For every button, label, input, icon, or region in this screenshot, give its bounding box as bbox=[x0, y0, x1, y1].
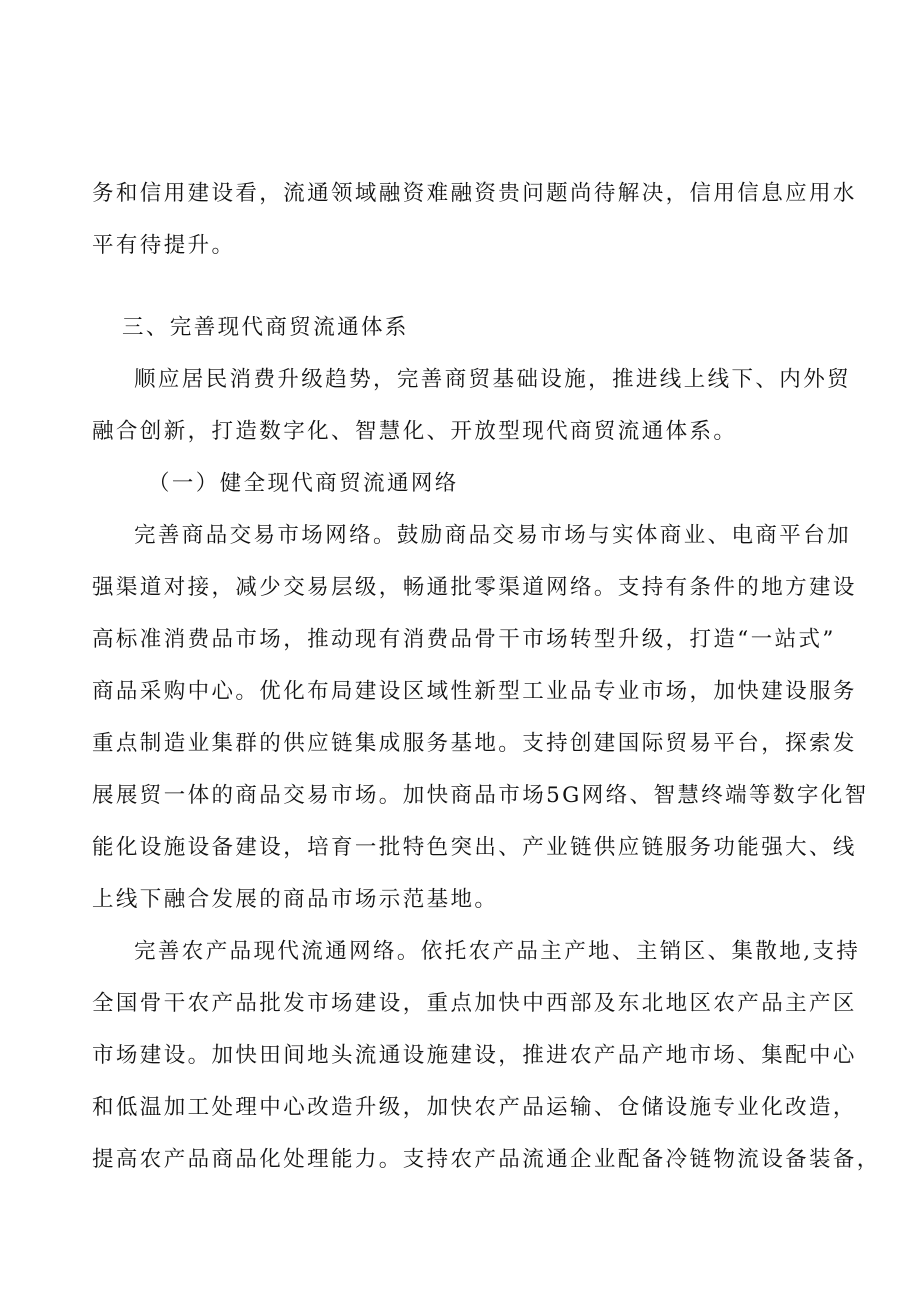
paragraph-intro bbox=[92, 354, 852, 458]
text-line: 强渠道对接，减少交易层级，畅通批零渠道网络。支持有条件的地方建设 bbox=[92, 575, 857, 600]
paragraph-commodity-market bbox=[92, 510, 869, 926]
text-line: 平有待提升。 bbox=[92, 233, 236, 258]
text-line: 完善农产品现代流通网络。依托农产品主产地、主销区、集散地,支持 bbox=[134, 939, 861, 964]
section-heading bbox=[92, 302, 836, 354]
text-line: 展展贸一体的商品交易市场。加快商品市场5G网络、智慧终端等数字化智 bbox=[92, 783, 869, 808]
section-gap bbox=[92, 272, 836, 302]
section-heading-text: 三、完善现代商贸流通体系 bbox=[122, 315, 409, 340]
paragraph-agri-market bbox=[92, 926, 881, 1186]
text-line: 完善商品交易市场网络。鼓励商品交易市场与实体商业、电商平台加 bbox=[134, 523, 852, 548]
text-line: 能化设施设备建设，培育一批特色突出、产业链供应链服务功能强大、线 bbox=[92, 835, 857, 860]
text-line: 全国骨干农产品批发市场建设，重点加快中西部及东北地区农产品主产区 bbox=[92, 991, 857, 1016]
text-line: 融合创新，打造数字化、智慧化、开放型现代商贸流通体系。 bbox=[92, 419, 738, 444]
text-line: 和低温加工处理中心改造升级，加快农产品运输、仓储设施专业化改造， bbox=[92, 1095, 857, 1120]
text-line: 重点制造业集群的供应链集成服务基地。支持创建国际贸易平台，探索发 bbox=[92, 731, 857, 756]
document-body bbox=[92, 168, 881, 1186]
text-line: 上线下融合发展的商品市场示范基地。 bbox=[92, 887, 499, 912]
text-line: 提高农产品商品化处理能力。支持农产品流通企业配备冷链物流设备装备， bbox=[92, 1147, 881, 1172]
paragraph-continuation bbox=[92, 168, 857, 272]
text-line: 市场建设。加快田间地头流通设施建设，推进农产品产地市场、集配中心 bbox=[92, 1043, 857, 1068]
text-line: 商品采购中心。优化布局建设区域性新型工业品专业市场，加快建设服务 bbox=[92, 679, 857, 704]
subsection-heading-text: （一）健全现代商贸流通网络 bbox=[148, 471, 459, 496]
text-line: 高标准消费品市场，推动现有消费品骨干市场转型升级，打造“一站式” bbox=[92, 627, 836, 652]
subsection-heading bbox=[92, 458, 836, 510]
text-line: 务和信用建设看，流通领域融资难融资贵问题尚待解决，信用信息应用水 bbox=[92, 181, 857, 206]
text-line: 顺应居民消费升级趋势，完善商贸基础设施，推进线上线下、内外贸 bbox=[134, 367, 852, 392]
